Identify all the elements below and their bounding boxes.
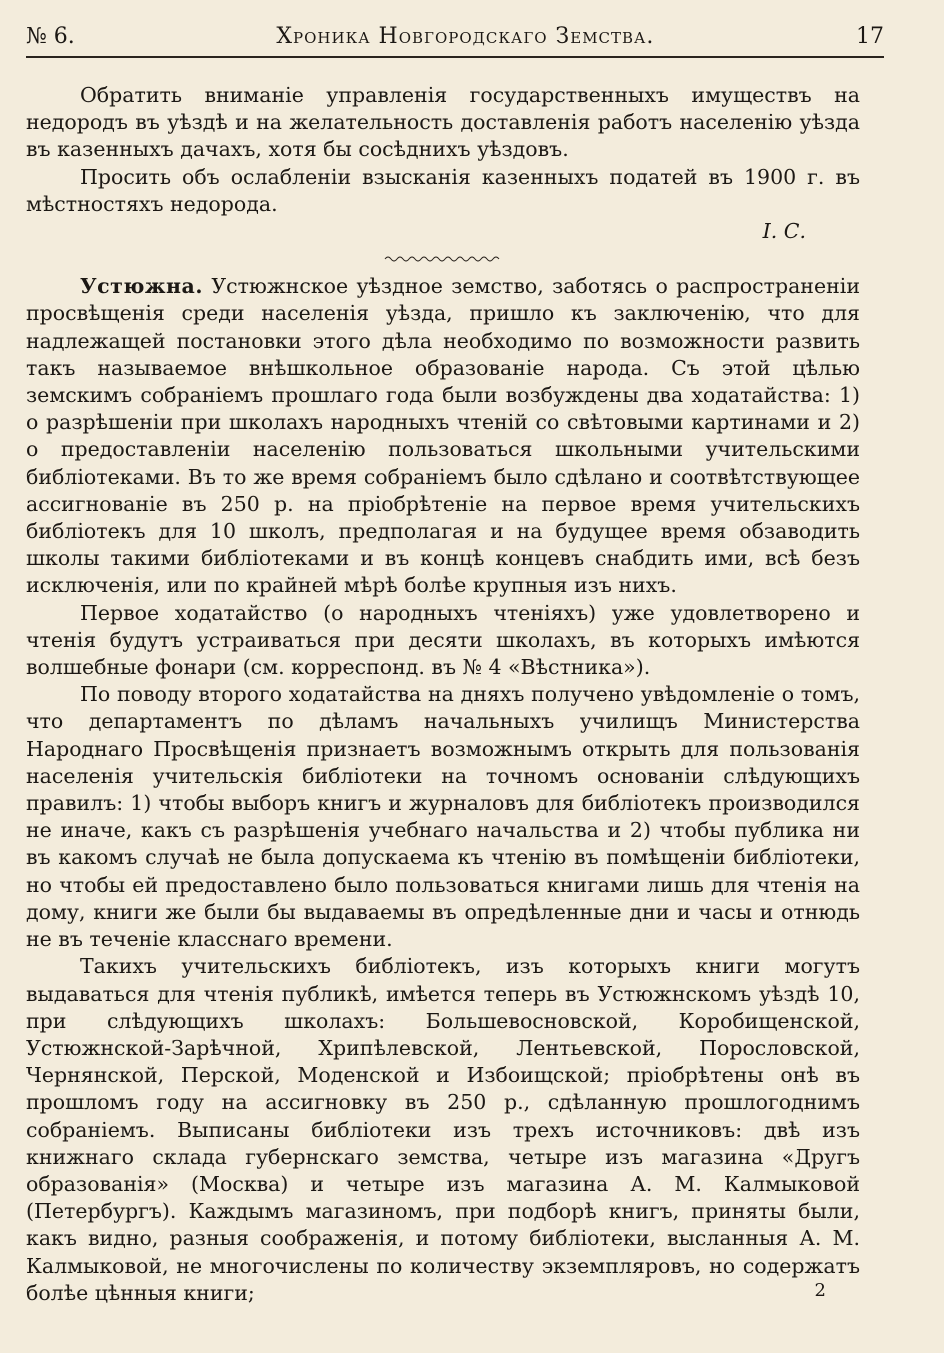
paragraph: Обратить вниманіе управленія государственныхъ имуществъ на недородъ въ уѣздѣ и на желательность доставленія работъ населенію уѣзда въ казенныхъ дачахъ, хотя бы сосѣднихъ уѣздовъ. xyxy=(26,83,860,162)
wavy-divider-icon xyxy=(384,255,502,263)
signature-row xyxy=(26,218,860,245)
paragraph-with-signature xyxy=(26,164,860,218)
paragraph: Такихъ учительскихъ библіотекъ, изъ которыхъ книги могутъ выдаваться для чтенія публикѣ, имѣется теперь въ Устюжнскомъ уѣздѣ 10, при слѣдующихъ школахъ: Большевосновской, Коробищенской, Устюжнской-Зарѣчной, Хрипѣлевской, Лентьевской, Пороcловской, Чернянской, Перской, Моденской и Избоищской; пріобрѣтены онѣ въ прошломъ году на ассигновку въ 250 р., сдѣланную прошлогоднимъ собраніемъ. Выписаны библіотеки изъ трехъ источниковъ: двѣ изъ книжнаго склада губернскаго земства, четыре изъ магазина «Другъ образованія» (Москва) и четыре изъ магазина А. М. Калмыковой (Петербургъ). Каждымъ магазиномъ, при подборѣ книгъ, приняты были, какъ видно, разныя соображенія, и потому библіотеки, высланныя А. М. Калмыковой, не многочислены по количеству экземпляровъ, но содержатъ болѣе цѣнныя книги; xyxy=(26,954,860,1305)
paragraph-text: Устюжнское уѣздное земство, заботясь о распространеніи просвѣщенія среди населенія уѣзда, пришло къ заключенію, что для надлежащей постановки этого дѣла необходимо по возможности развить такъ называемое внѣшкольное образованіе народа. Съ этой цѣлью земскимъ собраніемъ прошлаго года были возбуждены два ходатайства: 1) о разрѣшеніи при школахъ народныхъ чтеній со свѣтовыми картинами и 2) о предоставленіи населенію пользоваться школьными учительскими библіотеками. Въ то же время собраніемъ было сдѣлано и соотвѣтствующее ассигнованіе въ 250 р. на пріобрѣтеніе на первое время учительскихъ библіотекъ для 10 школъ, предполагая и на будущее время обзаводить школы такими библіотеками и въ концѣ концевъ снабдить ими, всѣ безъ исключенія, или по крайней мѣрѣ болѣе крупныя изъ нихъ. xyxy=(26,274,860,598)
article-body xyxy=(26,82,860,1307)
issue-number: № 6. xyxy=(26,24,75,49)
journal-title: Хроника Новгородскаго Земства. xyxy=(276,24,655,49)
place-heading: Устюжна. xyxy=(80,274,203,299)
paragraph: По поводу второго ходатайства на дняхъ получено увѣдомленіе о томъ, что департаментъ по дѣламъ начальныхъ училищъ Министерства Народнаго Просвѣщенія признаетъ возможнымъ открыть для пользованія населенія учительскія библіотеки на точномъ основаніи слѣдующихъ правилъ: 1) чтобы выборъ книгъ и журналовъ для библіотекъ производился не иначе, какъ съ разрѣшенія учебнаго начальства и 2) чтобы публика ни въ какомъ случаѣ не была допускаема къ чтенію въ помѣщеніи библіотеки, но чтобы ей предоставлено было пользоваться книгами лишь для чтенія на дому, книги же были бы выдаваемы въ опредѣленные дни и часы и отнюдь не въ теченіе класснаго времени. xyxy=(26,682,860,952)
paragraph-ustyuzhna xyxy=(26,273,860,599)
signature-mark: 2 xyxy=(814,1280,826,1301)
paragraph-text: Просить объ ослабленіи взысканія казенныхъ податей въ 1900 г. въ мѣстностяхъ недорода. xyxy=(26,164,860,216)
running-header xyxy=(26,24,884,58)
page-number: 17 xyxy=(855,24,884,49)
paragraph: Первое ходатайство (о народныхъ чтеніяхъ) уже удовлетворено и чтенія будутъ устраиваться при десяти школахъ, въ которыхъ имѣются волшебные фонари (см. корреспонд. въ № 4 «Вѣстника»). xyxy=(26,600,860,680)
author-signature: І. С. xyxy=(762,219,806,244)
